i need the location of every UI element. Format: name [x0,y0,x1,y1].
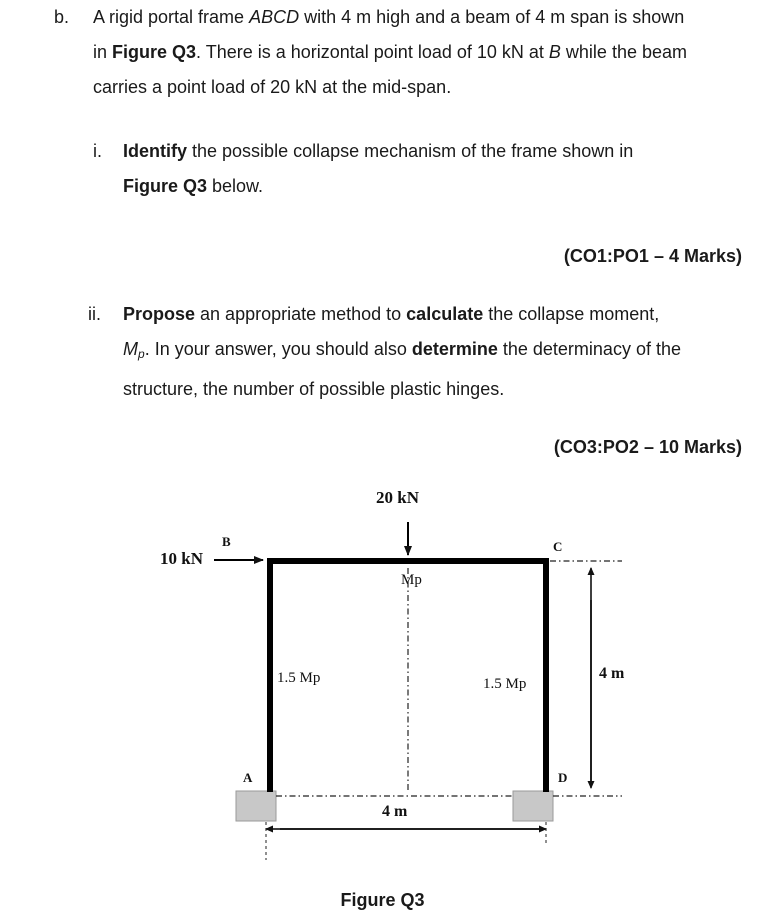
part-ii-text4: the determinacy of the [497,339,681,359]
part-ii-text2: the collapse moment, [483,304,660,324]
part-b-line2-suffix: while the beam [560,42,687,62]
load-side-label: 10 kN [160,549,203,568]
part-ii-marks: (CO3:PO2 – 10 Marks) [553,437,742,457]
point-b-ref: B [548,42,561,62]
node-c-label: C [553,539,563,554]
part-i-bold-identify: Identify [123,141,188,161]
part-i-bold-figure: Figure Q3 [123,176,208,196]
support-d [513,791,553,821]
frame-name: ABCD [249,7,300,27]
part-i-text2: below. [207,176,264,196]
part-i-marks: (CO1:PO1 – 4 Marks) [563,246,742,266]
mp-symbol: $M_p$ [123,339,145,361]
part-ii-bold-determine: determine [411,339,498,359]
figure-caption: Figure Q3 [340,890,425,910]
node-d-label: D [558,770,568,785]
part-ii-bold-propose: Propose [123,304,196,324]
part-b-line2-mid: . There is a horizontal point load of 10 kN at [196,42,549,62]
figure-ref: Figure Q3 [112,42,197,62]
load-top-label: 20 kN [376,488,419,507]
part-ii-label: ii. [88,304,101,324]
part-b-label: b. [54,7,70,27]
part-ii-text3: . In your answer, you should also [144,339,412,359]
part-b-line1-suffix: with 4 m high and a beam of 4 m span is shown [299,7,685,27]
right-column-moment-label: 1.5 Mp [483,676,527,692]
beam-moment-label: Mp [401,572,422,588]
part-ii-text5: structure, the number of possible plastic hinges. [123,379,505,399]
support-a [236,791,276,821]
part-ii-text1: an appropriate method to [195,304,407,324]
left-column-moment-label: 1.5 Mp [277,670,321,686]
height-dimension-label: 4 m [599,665,625,682]
part-b-line1-prefix: A rigid portal frame [93,7,250,27]
part-i-text1: the possible collapse mechanism of the frame shown in [187,141,634,161]
part-b-line3: carries a point load of 20 kN at the mid-span. [93,77,452,97]
node-a-label: A [243,770,253,785]
part-ii-bold-calculate: calculate [406,304,484,324]
node-b-label: B [222,534,231,549]
part-i-label: i. [93,141,102,161]
span-dimension-label: 4 m [382,803,408,820]
part-b-line2-prefix: in [93,42,113,62]
